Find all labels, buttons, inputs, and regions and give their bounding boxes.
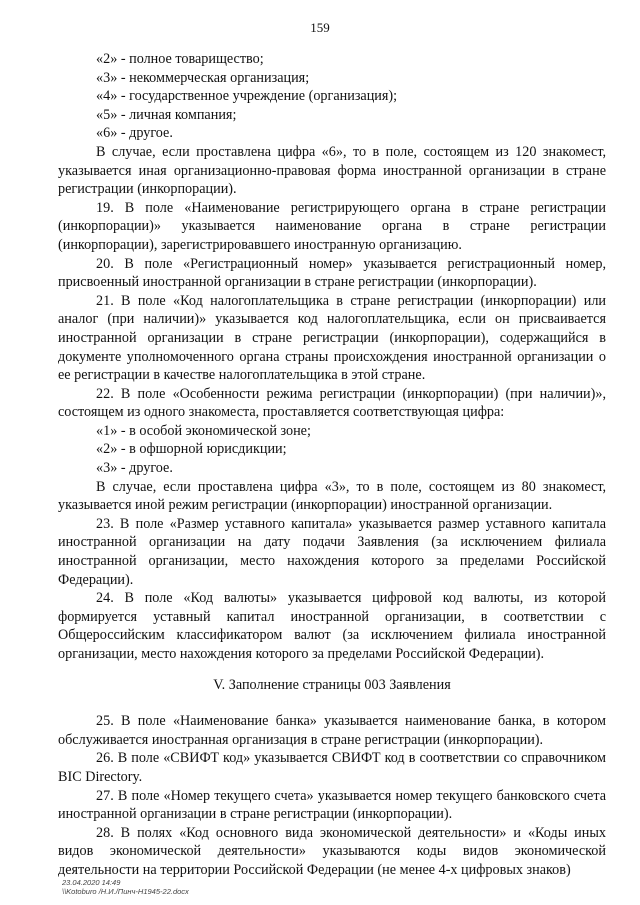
paragraph: 25. В поле «Наименование банка» указывается наименование банка, в котором обслуживается иностранная организация в стране регистрации (инкорпорации). bbox=[58, 713, 606, 748]
list-item: «2» - полное товарищество; bbox=[96, 51, 264, 67]
document-footer bbox=[62, 878, 189, 896]
list-item: «5» - личная компания; bbox=[96, 106, 237, 123]
paragraph: 27. В поле «Номер текущего счета» указывается номер текущего банковского счета иностранной организации в стране регистрации (инкорпорации). bbox=[58, 787, 606, 823]
paragraph: 28. В полях «Код основного вида экономической деятельности» и «Коды иных видов экономической деятельности» указываются коды видов экономической деятельности на территории Российской Федерации (не менее 4-х цифровых знаков) bbox=[58, 824, 606, 878]
paragraph: 19. В поле «Наименование регистрирующего органа в стране регистрации (инкорпорации)» указывается наименование органа в стране регистрации (инкорпорации), зарегистрировавшего иностранную организацию. bbox=[58, 199, 606, 253]
footer-filepath: \\Kotoburo /Н.И./Пинч-Н1945-22.docx bbox=[62, 887, 189, 896]
list-item: «3» - некоммерческая организация; bbox=[96, 69, 310, 86]
list-item: «2» - в офшорной юрисдикции; bbox=[96, 441, 287, 458]
document-body bbox=[58, 50, 606, 880]
paragraph: В случае, если проставлена цифра «6», то в поле, состоящем из 120 знакомест, указывается иная организационно-правовая форма иностранной организации в стране регистрации (инкорпорации). bbox=[58, 143, 606, 198]
paragraph: 21. В поле «Код налогоплательщика в стране регистрации (инкорпорации) или аналог (при наличии)» указывается код налогоплательщика, если он присваивается иностранной организации в стране регистрации (инкорпорации), содержащийся в документе уполномоченного органа страны происхождения иностранной организации о ее регистрации в качестве налогоплательщика в этой стране. bbox=[58, 292, 606, 384]
list-item: «3» - другое. bbox=[96, 460, 173, 477]
list-item: «4» - государственное учреждение (организация); bbox=[96, 88, 398, 105]
paragraph: 26. В поле «СВИФТ код» указывается СВИФТ код в соответствии со справочником BIC Directory. bbox=[58, 750, 606, 785]
footer-timestamp: 23.04.2020 14:49 bbox=[62, 878, 121, 887]
paragraph: 24. В поле «Код валюты» указывается цифровой код валюты, из которой формируется уставный капитал иностранной организации, в соответствии с Общероссийским классификатором валют (за исключением филиала иностранной организации, место нахождения которого за пределами Российской Федерации). bbox=[58, 590, 606, 662]
paragraph: В случае, если проставлена цифра «3», то в поле, состоящем из 80 знакомест, указывается иной режим регистрации (инкорпорации) иностранной организации. bbox=[58, 478, 606, 514]
page-number: 159 bbox=[310, 20, 330, 35]
paragraph: 23. В поле «Размер уставного капитала» указывается размер уставного капитала иностранной организации на дату подачи Заявления (за исключением филиала иностранной организации, место нахождения которого за пределами Российской Федерации). bbox=[58, 515, 606, 588]
paragraph: 20. В поле «Регистрационный номер» указывается регистрационный номер, присвоенный иностранной организации в стране регистрации (инкорпорации). bbox=[58, 255, 606, 291]
section-title: V. Заполнение страницы 003 Заявления bbox=[213, 676, 451, 693]
list-item: «6» - другое. bbox=[96, 125, 173, 142]
paragraph: 22. В поле «Особенности режима регистрации (инкорпорации) (при наличии)», состоящем из одного знакоместа, проставляется соответствующая цифра: bbox=[58, 385, 606, 421]
list-item: «1» - в особой экономической зоне; bbox=[96, 422, 311, 439]
